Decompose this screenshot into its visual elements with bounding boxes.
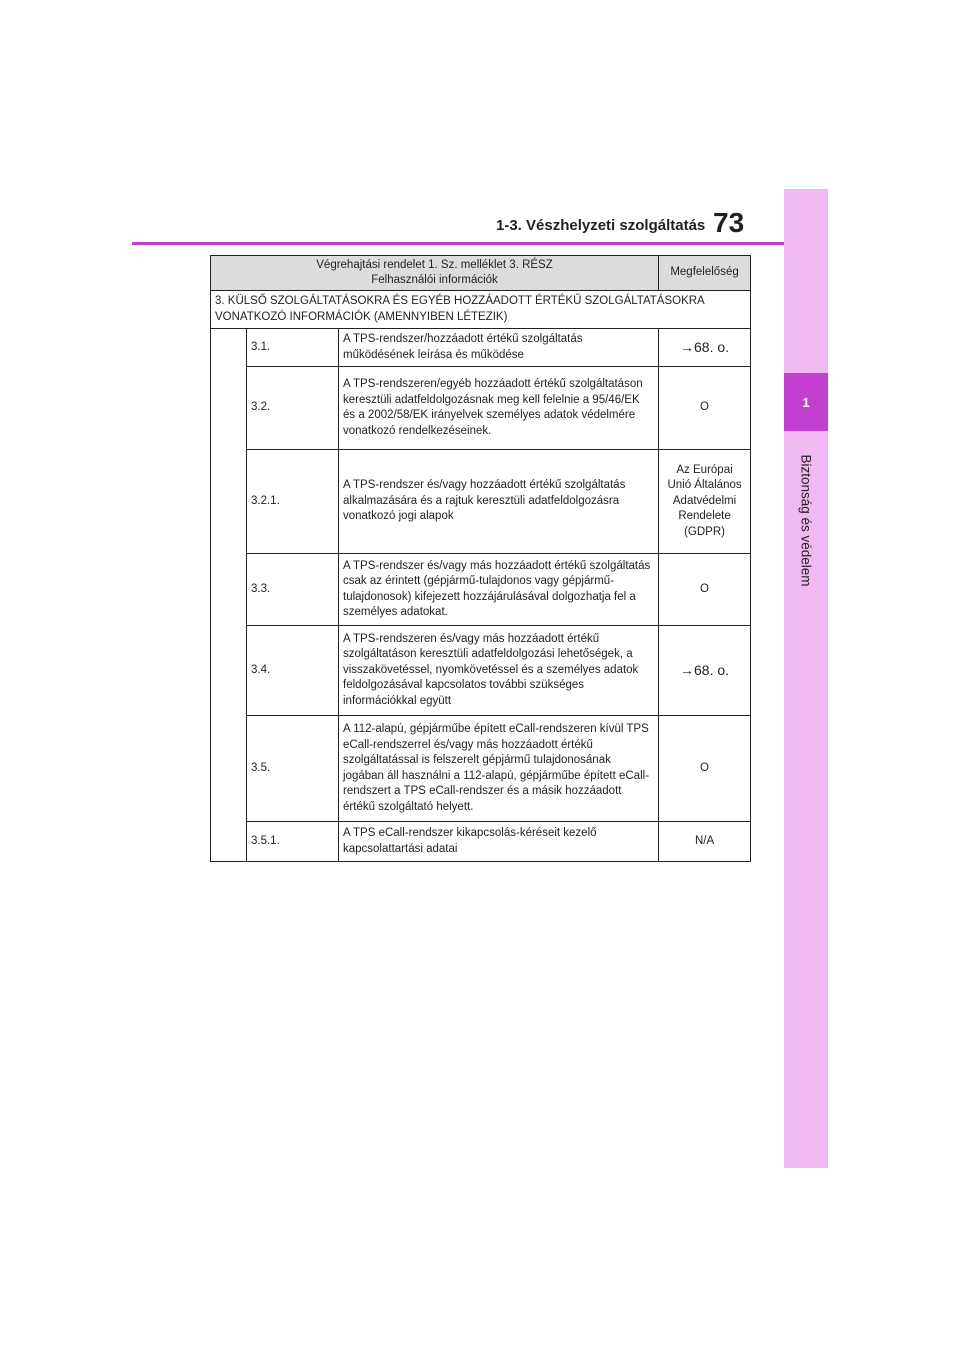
table-header-left-line2: Felhasználói információk <box>371 274 498 286</box>
table-row <box>211 822 751 862</box>
row-number: 3.2. <box>247 367 339 450</box>
row-description: A TPS-rendszer és/vagy más hozzáadott értékű szolgáltatás csak az érintett (gépjármű-tulajdonos vagy gépjármű-tulajdonosok) kifejezett hozzájárulásával dolgozhatja fel a személyes adatokat. <box>339 554 659 626</box>
row-number: 3.3. <box>247 554 339 626</box>
table-indent-cell <box>211 329 247 862</box>
chapter-label-text: Biztonság és védelem <box>798 453 814 587</box>
table-header-row <box>211 256 751 291</box>
chapter-number-tab: 1 <box>784 373 828 431</box>
row-description: A TPS-rendszer/hozzáadott értékű szolgáltatás működésének leírása és működése <box>339 329 659 367</box>
row-compliance: O <box>659 716 751 822</box>
section-title: 1-3. Vészhelyzeti szolgáltatás <box>496 217 706 234</box>
row-compliance: Az Európai Unió Általános Adatvédelmi Rendelete (GDPR) <box>659 450 751 554</box>
table-section-title: 3. KÜLSŐ SZOLGÁLTATÁSOKRA ÉS EGYÉB HOZZÁADOTT ÉRTÉKŰ SZOLGÁLTATÁSOKRA VONATKOZÓ INFORMÁCIÓK (AMENNYIBEN LÉTEZIK) <box>211 291 751 329</box>
row-description: A TPS-rendszeren/egyéb hozzáadott értékű szolgáltatáson keresztüli adatfeldolgozásnak meg kell felelnie a 95/46/EK és a 2002/58/EK irányelvek személyes adatok védelmére vonatkozó rendelkezéseinek. <box>339 367 659 450</box>
table-row <box>211 450 751 554</box>
row-description: A 112-alapú, gépjárműbe épített eCall-rendszeren kívül TPS eCall-rendszerrel és/vagy más hozzáadott értékű szolgáltatással is felszerelt gépjármű tulajdonosának jogában áll használni a 112-alapú, gépjárműbe épített eCall-rendszert a TPS eCall-rendszer és a másik hozzáadott értékű szolgáltató helyett. <box>339 716 659 822</box>
row-compliance: N/A <box>659 822 751 862</box>
table-header-left-line1: Végrehajtási rendelet 1. Sz. melléklet 3. RÉSZ <box>316 258 553 271</box>
table-row <box>211 716 751 822</box>
row-compliance: →68. o. <box>659 626 751 716</box>
chapter-side-label <box>784 440 828 600</box>
table-row <box>211 367 751 450</box>
row-description: A TPS-rendszeren és/vagy más hozzáadott értékű szolgáltatáson keresztüli adatfeldolgozási lehetőségek, a visszakövetéssel, nyomkövetéssel és a személyes adatok feldolgozásával kapcsolatos további szükséges információkkal együtt <box>339 626 659 716</box>
row-number: 3.1. <box>247 329 339 367</box>
user-information-table <box>210 255 751 862</box>
row-compliance: O <box>659 367 751 450</box>
row-number: 3.5.1. <box>247 822 339 862</box>
row-compliance: →68. o. <box>659 329 751 367</box>
page-number: 73 <box>713 207 745 238</box>
row-description: A TPS eCall-rendszer kikapcsolás-kéréseit kezelő kapcsolattartási adatai <box>339 822 659 862</box>
table-header-compliance: Megfelelőség <box>659 256 751 291</box>
row-description: A TPS-rendszer és/vagy hozzáadott értékű szolgáltatás alkalmazására és a rajtuk keresztüli adatfeldolgozásra vonatkozó jogi alapok <box>339 450 659 554</box>
row-number: 3.4. <box>247 626 339 716</box>
row-number: 3.5. <box>247 716 339 822</box>
row-number: 3.2.1. <box>247 450 339 554</box>
table-row <box>211 626 751 716</box>
row-compliance: O <box>659 554 751 626</box>
table-header-left <box>211 256 659 291</box>
chapter-side-strip <box>784 189 828 1168</box>
header-rule <box>132 242 784 245</box>
table-row <box>211 554 751 626</box>
table-section-row <box>211 291 751 329</box>
table-row <box>211 329 751 367</box>
